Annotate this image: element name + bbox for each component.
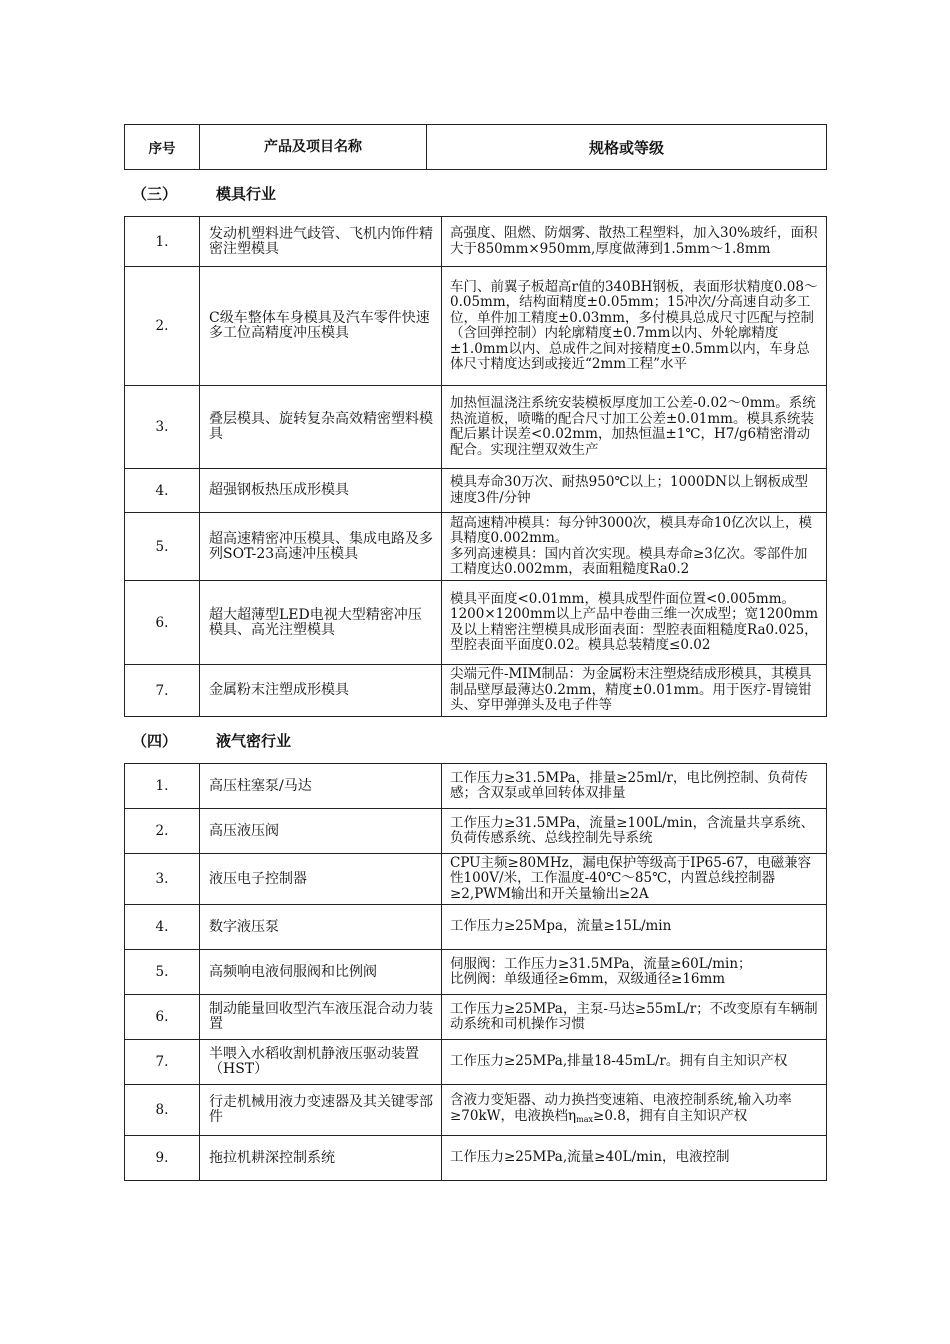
row-product-name: 叠层模具、旋转复杂高效精密塑料模具: [200, 386, 442, 469]
header-row: [125, 125, 827, 170]
hydraulic-industry-table: [124, 763, 827, 1181]
row-number: 6.: [125, 995, 200, 1040]
row-spec: [442, 513, 827, 581]
row-number: 5.: [125, 950, 200, 995]
spec-line: 模具寿命30万次、耐热950℃以上；1000DN以上钢板成型速度3件/分钟: [450, 474, 809, 506]
table-row: [125, 1040, 827, 1085]
header-table: [124, 124, 827, 170]
table-row: [125, 995, 827, 1040]
row-spec: [442, 581, 827, 665]
row-spec: [442, 665, 827, 717]
row-spec: [442, 950, 827, 995]
spec-line: 多列高速模具：国内首次实现。模具寿命≥3亿次。零部件加工精度达0.002mm，表面粗糙度Ra0.2: [450, 545, 808, 577]
section-heading-3: [124, 170, 827, 216]
row-spec: [442, 386, 827, 469]
row-product-name: 超高速精密冲压模具、集成电路及多列SOT-23高速冲压模具: [200, 513, 442, 581]
row-number: 4.: [125, 905, 200, 950]
section-number: （四）: [132, 731, 178, 750]
header-product-name: 产品及项目名称: [200, 125, 427, 170]
row-number: 1.: [125, 217, 200, 267]
row-spec: [442, 809, 827, 854]
section-heading-4: [124, 717, 827, 763]
row-number: 5.: [125, 513, 200, 581]
spec-line: 模具平面度<0.01mm，模具成型件面位置<0.005mm。1200×1200mm以上产品中卷曲三维一次成型；宽1200mm及以上精密注塑模具成形面表面：型腔表面粗糙度Ra0.025，型腔表面平面度0.02。模具总装精度≤0.02: [450, 590, 819, 653]
row-product-name: 超强钢板热压成形模具: [200, 469, 442, 513]
spec-line: 高强度、阻燃、防烟雾、散热工程塑料，加入30%玻纤，面积大于850mm×950mm,厚度做薄到1.5mm～1.8mm: [450, 225, 818, 257]
row-product-name: 半喂入水稻收割机静液压驱动装置（HST）: [200, 1040, 442, 1085]
table-row: [125, 905, 827, 950]
row-product-name: 数字液压泵: [200, 905, 442, 950]
spec-line: 工作压力≥31.5MPa，流量≥100L/min，含流量共享系统、负荷传感系统、总线控制先导系统: [450, 814, 815, 846]
table-row: [125, 469, 827, 513]
section-title: 模具行业: [216, 184, 277, 203]
subscript-max: max: [576, 1114, 594, 1124]
spec-line: 工作压力≥25MPa,排量18-45mL/r。拥有自主知识产权: [450, 1053, 788, 1070]
table-row: [125, 581, 827, 665]
row-spec: [442, 267, 827, 386]
table-row: [125, 950, 827, 995]
mold-industry-table: [124, 216, 827, 717]
row-number: 2.: [125, 809, 200, 854]
row-number: 4.: [125, 469, 200, 513]
row-number: 8.: [125, 1085, 200, 1136]
table-row: [125, 854, 827, 905]
spec-line: [450, 1093, 820, 1127]
row-product-name: 发动机塑料进气歧管、飞机内饰件精密注塑模具: [200, 217, 442, 267]
document-page: [124, 124, 827, 1181]
spec-line: 尖端元件-MIM制品：为金属粉末注塑烧结成形模具，其模具制品壁厚最薄达0.2mm，精度±0.01mm。用于医疗-胃镜钳头、穿甲弹弹头及电子件等: [450, 666, 812, 714]
table-row: [125, 267, 827, 386]
row-product-name: 超大超薄型LED电视大型精密冲压模具、高光注塑模具: [200, 581, 442, 665]
table-row: [125, 1136, 827, 1181]
table-row: [125, 665, 827, 717]
row-number: 1.: [125, 764, 200, 809]
row-product-name: 液压电子控制器: [200, 854, 442, 905]
row-spec: [442, 995, 827, 1040]
row-spec: [442, 764, 827, 809]
spec-line: 比例阀：单级通径≥6mm，双级通径≥16mm: [450, 971, 726, 987]
spec-line: 伺服阀：工作压力≥31.5MPa，流量≥60L/min；: [450, 955, 752, 972]
spec-line: CPU主频≥80MHz，漏电保护等级高于IP65-67，电磁兼容性100V/米，工作温度-40℃～85℃，内置总线控制器≥2,PWM输出和开关量输出≥2A: [450, 854, 812, 902]
table-row: [125, 1085, 827, 1136]
spec-line: 加热恒温浇注系统安装模板厚度加工公差-0.02～0mm。系统热流道板，喷嘴的配合尺寸加工公差±0.01mm。模具系统装配后累计误差<0.02mm，加热恒温±1℃，H7/g6精密滑动配合。实现注塑双效生产: [450, 395, 816, 458]
row-spec: [442, 1085, 827, 1136]
spec-line: 车门、前翼子板超高r值的340BH钢板，表面形状精度0.08～0.05mm，结构面精度±0.05mm；15冲次/分高速自动多工位，单件加工精度±0.03mm，多付模具总成尺寸匹配与控制（含回弹控制）内轮廓精度±0.7mm以内、外轮廓精度±1.0mm以内、总成件之间对接精度±0.5mm以内，车身总体尺寸精度达到或接近“2mm工程”水平: [450, 278, 818, 372]
header-spec: 规格或等级: [427, 125, 827, 170]
row-product-name: 高压液压阀: [200, 809, 442, 854]
row-number: 3.: [125, 386, 200, 469]
row-spec: [442, 1136, 827, 1181]
spec-line: 超高速精冲模具：每分钟3000次，模具寿命10亿次以上，模具精度0.002mm。: [450, 514, 813, 546]
section-title: 液气密行业: [216, 731, 292, 750]
row-spec: [442, 217, 827, 267]
spec-line: 工作压力≥25MPa,流量≥40L/min，电液控制: [450, 1149, 730, 1166]
spec-line: 工作压力≥31.5MPa，排量≥25ml/r，电比例控制、负荷传感；含双泵或单回转体双排量: [450, 769, 808, 801]
row-product-name: 制动能量回收型汽车液压混合动力装置: [200, 995, 442, 1040]
row-product-name: 高压柱塞泵/马达: [200, 764, 442, 809]
table-row: [125, 809, 827, 854]
row-product-name: C级车整体车身模具及汽车零件快速多工位高精度冲压模具: [200, 267, 442, 386]
row-number: 3.: [125, 854, 200, 905]
spec-text: 含液力变矩器、动力换挡变速箱、电液控制系统,输入功率≥70kW，电液换档η: [450, 1092, 792, 1124]
row-spec: [442, 854, 827, 905]
row-product-name: 行走机械用液力变速器及其关键零部件: [200, 1085, 442, 1136]
row-product-name: 高频响电液伺服阀和比例阀: [200, 950, 442, 995]
row-spec: [442, 469, 827, 513]
header-serial: 序号: [125, 125, 200, 170]
row-product-name: 拖拉机耕深控制系统: [200, 1136, 442, 1181]
section-number: （三）: [132, 184, 178, 203]
row-number: 6.: [125, 581, 200, 665]
table-row: [125, 217, 827, 267]
row-number: 9.: [125, 1136, 200, 1181]
row-spec: [442, 1040, 827, 1085]
spec-line: 工作压力≥25Mpa，流量≥15L/min: [450, 918, 672, 935]
row-number: 2.: [125, 267, 200, 386]
spec-text: ≥0.8，拥有自主知识产权: [593, 1107, 748, 1124]
table-row: [125, 513, 827, 581]
row-product-name: 金属粉末注塑成形模具: [200, 665, 442, 717]
table-row: [125, 386, 827, 469]
row-number: 7.: [125, 665, 200, 717]
row-spec: [442, 905, 827, 950]
spec-line: 工作压力≥25MPa，主泵-马达≥55mL/r；不改变原有车辆制动系统和司机操作习惯: [450, 1000, 818, 1032]
row-number: 7.: [125, 1040, 200, 1085]
table-row: [125, 764, 827, 809]
